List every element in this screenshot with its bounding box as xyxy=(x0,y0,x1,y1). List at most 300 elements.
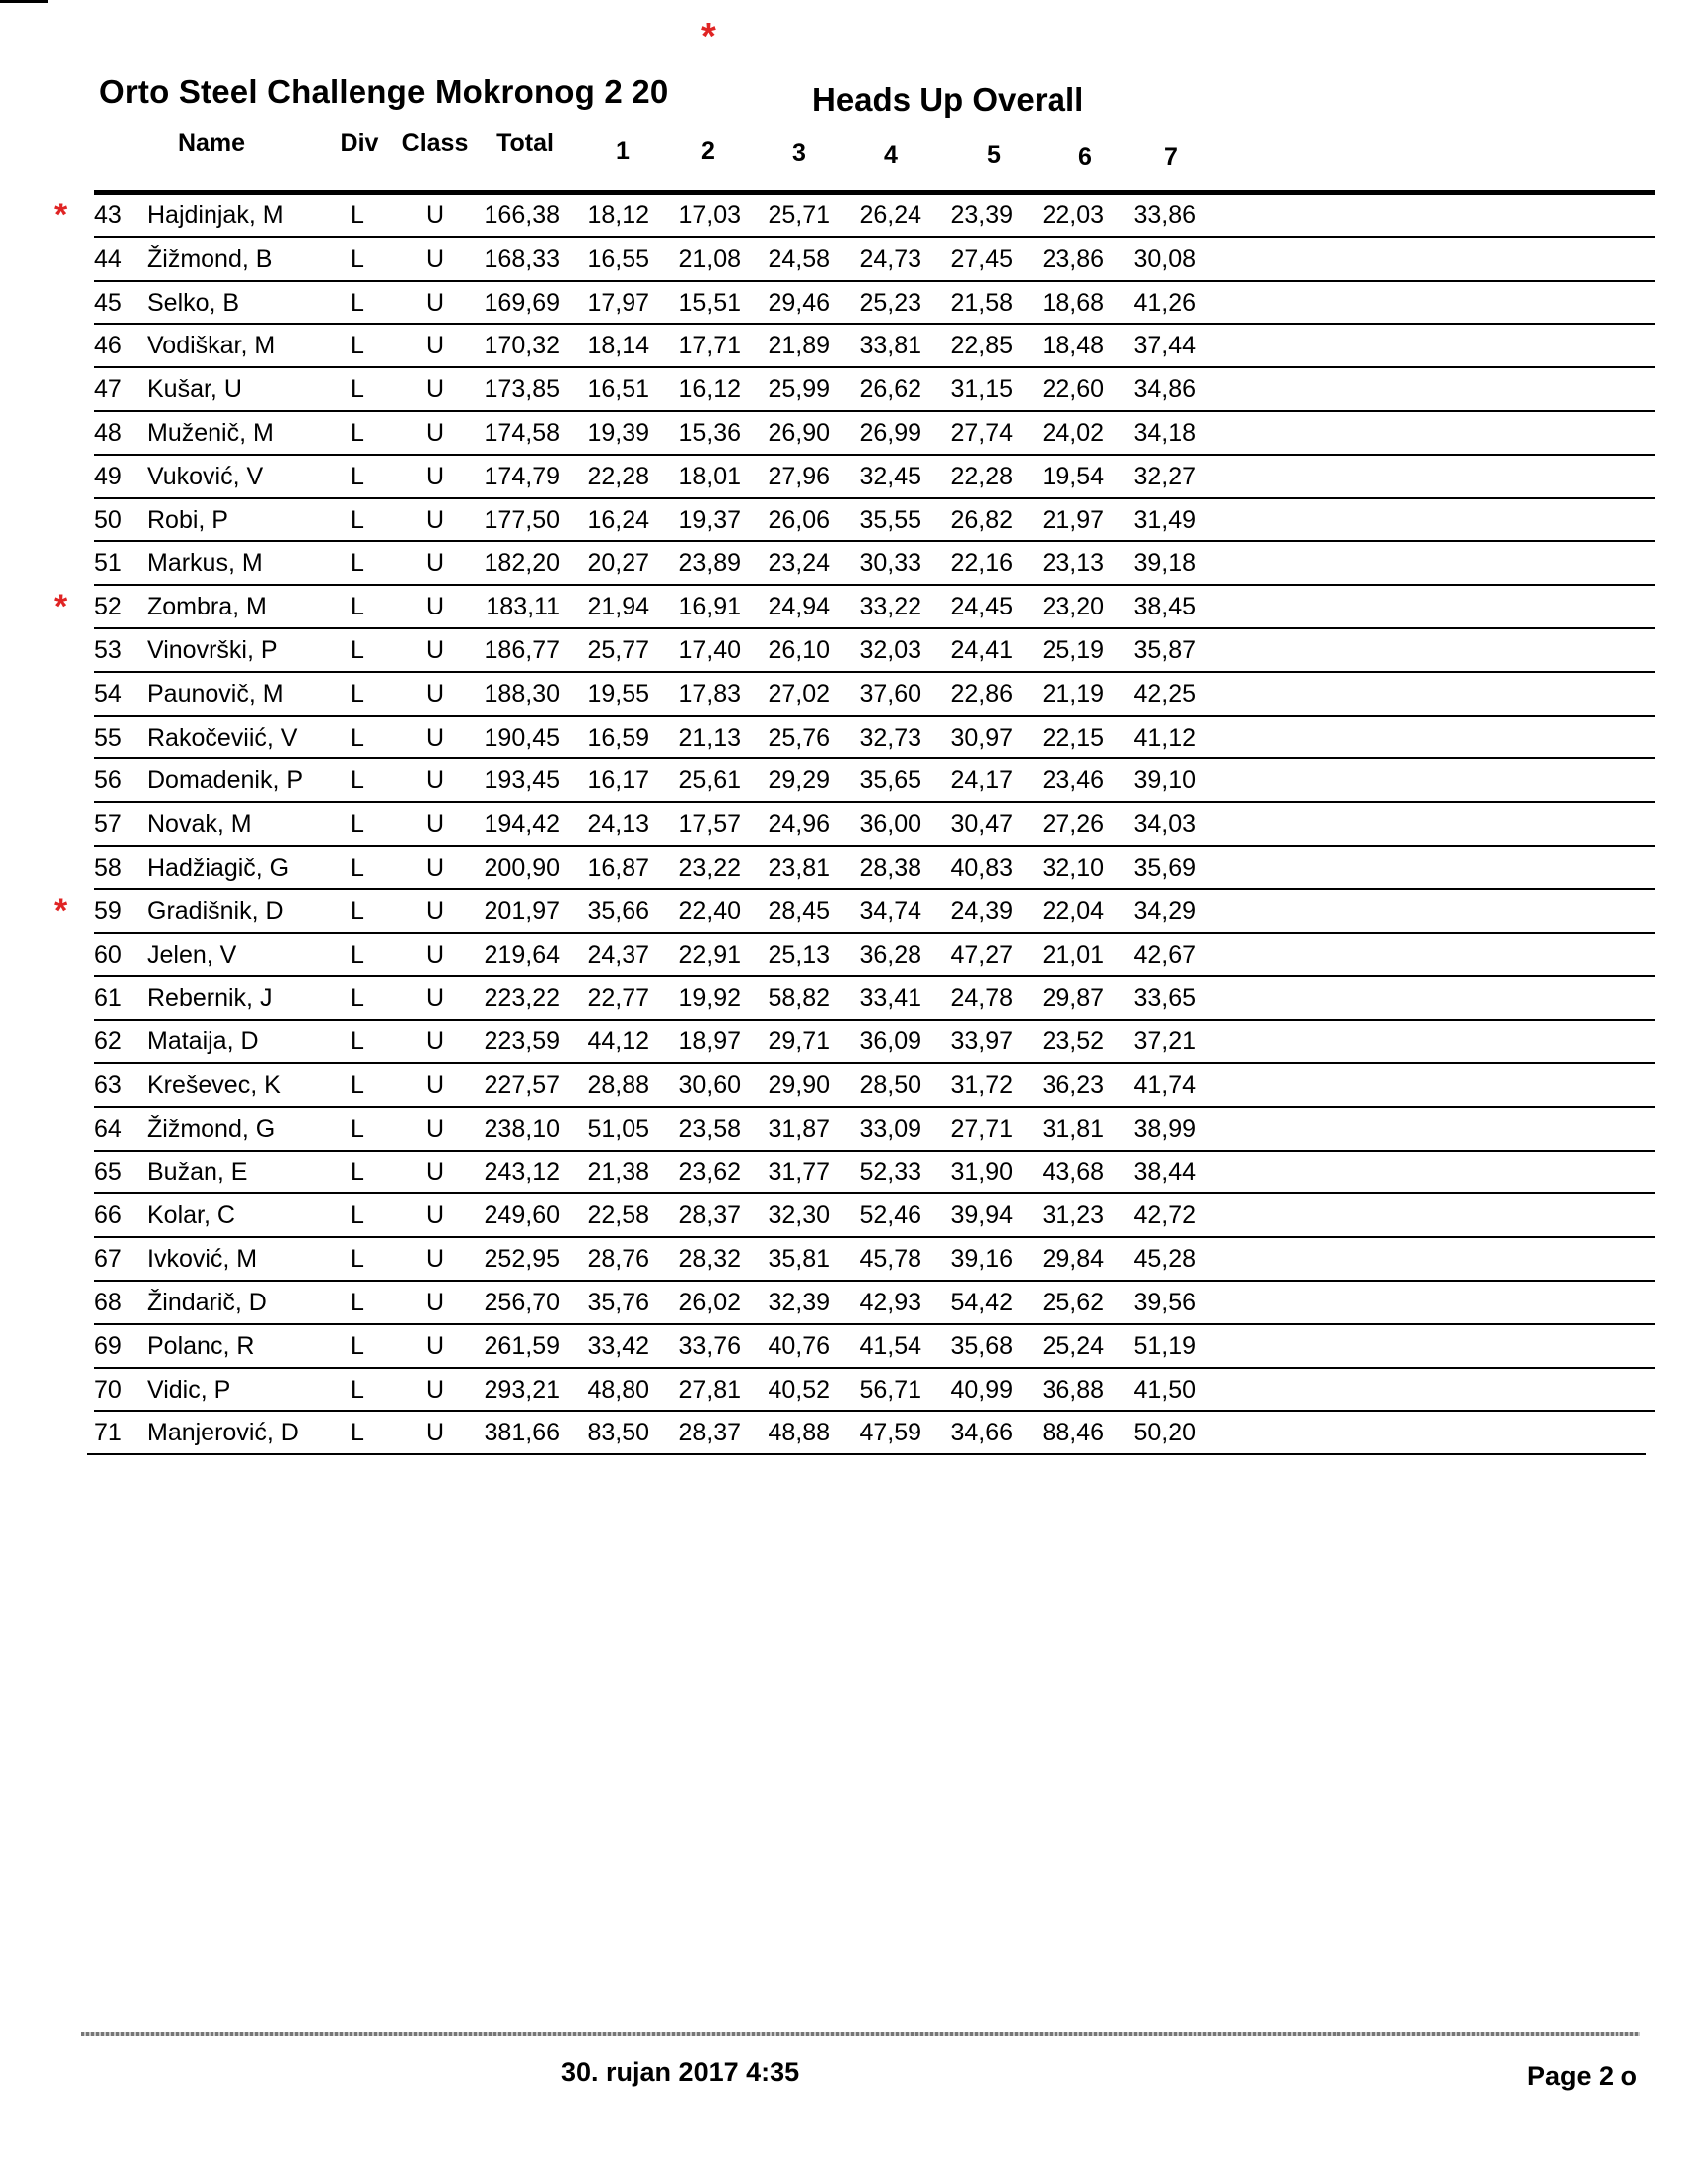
stage-2-time: 17,71 xyxy=(678,332,741,360)
stage-5-time: 47,27 xyxy=(950,940,1013,969)
stage-7-time: 37,21 xyxy=(1133,1027,1196,1056)
stage-6-time: 29,87 xyxy=(1042,984,1104,1013)
rank-number: 56 xyxy=(94,766,122,795)
stage-7-time: 38,44 xyxy=(1133,1158,1196,1186)
total-time: 227,57 xyxy=(484,1070,560,1099)
stage-7-time: 34,86 xyxy=(1133,375,1196,404)
stage-3-time: 40,52 xyxy=(768,1375,830,1404)
stage-3-time: 26,06 xyxy=(768,505,830,534)
stage-3-time: 32,30 xyxy=(768,1201,830,1230)
stage-2-time: 17,83 xyxy=(678,679,741,708)
table-row xyxy=(0,977,1688,1021)
stage-3-time: 26,90 xyxy=(768,418,830,447)
stage-4-time: 28,38 xyxy=(859,853,921,882)
asterisk-mark: * xyxy=(54,588,68,626)
competitor-name: Vodiškar, M xyxy=(147,332,276,360)
rank-number: 65 xyxy=(94,1158,122,1186)
stage-7-time: 50,20 xyxy=(1133,1419,1196,1447)
rank-number: 54 xyxy=(94,679,122,708)
stage-5-time: 30,47 xyxy=(950,810,1013,839)
stage-3-time: 48,88 xyxy=(768,1419,830,1447)
stage-7-time: 41,12 xyxy=(1133,723,1196,751)
rank-number: 55 xyxy=(94,723,122,751)
header-stage-3: 3 xyxy=(792,139,806,167)
stage-2-time: 16,91 xyxy=(678,593,741,621)
stage-1-time: 35,66 xyxy=(587,896,649,925)
stage-6-time: 24,02 xyxy=(1042,418,1104,447)
stage-3-time: 31,87 xyxy=(768,1114,830,1143)
stage-5-time: 24,45 xyxy=(950,593,1013,621)
table-row xyxy=(0,1238,1688,1282)
table-row xyxy=(0,1152,1688,1195)
stage-6-time: 36,88 xyxy=(1042,1375,1104,1404)
class: U xyxy=(425,984,445,1013)
division: L xyxy=(351,810,364,839)
stage-6-time: 31,23 xyxy=(1042,1201,1104,1230)
division: L xyxy=(351,505,364,534)
stage-5-time: 54,42 xyxy=(950,1288,1013,1316)
total-time: 223,22 xyxy=(484,984,560,1013)
stage-4-time: 42,93 xyxy=(859,1288,921,1316)
stage-2-time: 28,32 xyxy=(678,1245,741,1274)
competitor-name: Domadenik, P xyxy=(147,766,304,795)
table-row xyxy=(0,412,1688,456)
stage-1-time: 51,05 xyxy=(587,1114,649,1143)
stage-7-time: 35,69 xyxy=(1133,853,1196,882)
total-time: 183,11 xyxy=(486,593,560,621)
class: U xyxy=(425,896,445,925)
stage-3-time: 58,82 xyxy=(768,984,830,1013)
stage-7-time: 42,72 xyxy=(1133,1201,1196,1230)
stage-3-time: 23,81 xyxy=(768,853,830,882)
stage-4-time: 26,62 xyxy=(859,375,921,404)
stage-7-time: 31,49 xyxy=(1133,505,1196,534)
competitor-name: Rakočeviić, V xyxy=(147,723,298,751)
stage-6-time: 22,15 xyxy=(1042,723,1104,751)
stage-2-time: 23,89 xyxy=(678,549,741,578)
competitor-name: Hajdinjak, M xyxy=(147,202,284,229)
header-name: Name xyxy=(177,129,246,157)
rank-number: 43 xyxy=(94,202,122,229)
division: L xyxy=(351,593,364,621)
class: U xyxy=(425,679,445,708)
rank-number: 45 xyxy=(94,288,122,317)
stage-2-time: 33,76 xyxy=(678,1331,741,1360)
stage-5-time: 23,39 xyxy=(950,202,1013,229)
total-time: 219,64 xyxy=(484,940,560,969)
stage-5-time: 24,78 xyxy=(950,984,1013,1013)
total-time: 182,20 xyxy=(484,549,560,578)
table-row xyxy=(0,890,1688,934)
total-time: 293,21 xyxy=(484,1375,560,1404)
stage-6-time: 21,97 xyxy=(1042,505,1104,534)
table-row xyxy=(0,1108,1688,1152)
stage-5-time: 26,82 xyxy=(950,505,1013,534)
stage-2-time: 23,58 xyxy=(678,1114,741,1143)
stage-6-time: 18,68 xyxy=(1042,288,1104,317)
stage-7-time: 33,65 xyxy=(1133,984,1196,1013)
division: L xyxy=(351,418,364,447)
competitor-name: Žižmond, G xyxy=(147,1114,276,1143)
division: L xyxy=(351,1114,364,1143)
stage-6-time: 23,13 xyxy=(1042,549,1104,578)
document-title: Orto Steel Challenge Mokronog 2 20 xyxy=(99,73,669,110)
stage-5-time: 22,16 xyxy=(950,549,1013,578)
class: U xyxy=(425,202,445,229)
header-div: Div xyxy=(340,129,379,157)
stage-3-time: 35,81 xyxy=(768,1245,830,1274)
competitor-name: Zombra, M xyxy=(147,593,267,621)
stage-1-time: 18,12 xyxy=(587,202,649,229)
stage-1-time: 25,77 xyxy=(587,635,649,664)
competitor-name: Vidic, P xyxy=(147,1375,231,1404)
total-time: 194,42 xyxy=(484,810,560,839)
stage-4-time: 33,81 xyxy=(859,332,921,360)
stage-4-time: 33,22 xyxy=(859,593,921,621)
header-stage-5: 5 xyxy=(987,141,1001,169)
class: U xyxy=(425,1114,445,1143)
stage-4-time: 26,99 xyxy=(859,418,921,447)
stage-1-time: 16,51 xyxy=(587,375,649,404)
competitor-name: Ivković, M xyxy=(147,1245,258,1274)
stage-4-time: 26,24 xyxy=(859,202,921,229)
stage-6-time: 22,03 xyxy=(1042,202,1104,229)
division: L xyxy=(351,1288,364,1316)
total-time: 249,60 xyxy=(484,1201,560,1230)
asterisk-mark-top: * xyxy=(701,16,716,58)
stage-6-time: 25,24 xyxy=(1042,1331,1104,1360)
table-row xyxy=(0,368,1688,412)
stage-4-time: 30,33 xyxy=(859,549,921,578)
competitor-name: Žižmond, B xyxy=(147,244,273,273)
stage-7-time: 38,99 xyxy=(1133,1114,1196,1143)
table-row xyxy=(0,542,1688,586)
competitor-name: Kolar, C xyxy=(147,1201,235,1230)
stage-2-time: 16,12 xyxy=(678,375,741,404)
stage-2-time: 19,37 xyxy=(678,505,741,534)
stage-6-time: 88,46 xyxy=(1042,1419,1104,1447)
stage-5-time: 24,41 xyxy=(950,635,1013,664)
stage-2-time: 15,36 xyxy=(678,418,741,447)
stage-2-time: 17,40 xyxy=(678,635,741,664)
class: U xyxy=(425,810,445,839)
stage-3-time: 40,76 xyxy=(768,1331,830,1360)
stage-7-time: 32,27 xyxy=(1133,462,1196,490)
stage-1-time: 22,58 xyxy=(587,1201,649,1230)
stage-3-time: 25,99 xyxy=(768,375,830,404)
stage-5-time: 33,97 xyxy=(950,1027,1013,1056)
stage-4-time: 41,54 xyxy=(859,1331,921,1360)
stage-6-time: 23,86 xyxy=(1042,244,1104,273)
table-row xyxy=(0,499,1688,543)
stage-3-time: 28,45 xyxy=(768,896,830,925)
total-time: 201,97 xyxy=(484,896,560,925)
stage-3-time: 29,71 xyxy=(768,1027,830,1056)
stage-3-time: 23,24 xyxy=(768,549,830,578)
competitor-name: Kušar, U xyxy=(147,375,242,404)
stage-1-time: 17,97 xyxy=(587,288,649,317)
total-time: 174,58 xyxy=(484,418,560,447)
stage-3-time: 24,96 xyxy=(768,810,830,839)
rank-number: 44 xyxy=(94,244,122,273)
stage-6-time: 21,01 xyxy=(1042,940,1104,969)
stage-2-time: 18,01 xyxy=(678,462,741,490)
class: U xyxy=(425,940,445,969)
rank-number: 52 xyxy=(94,593,122,621)
stage-6-time: 43,68 xyxy=(1042,1158,1104,1186)
stage-1-time: 21,94 xyxy=(587,593,649,621)
stage-7-time: 42,25 xyxy=(1133,679,1196,708)
rank-number: 49 xyxy=(94,462,122,490)
class: U xyxy=(425,766,445,795)
competitor-name: Markus, M xyxy=(147,549,263,578)
stage-4-time: 47,59 xyxy=(859,1419,921,1447)
total-time: 169,69 xyxy=(484,288,560,317)
stage-3-time: 29,29 xyxy=(768,766,830,795)
stage-5-time: 27,71 xyxy=(950,1114,1013,1143)
total-time: 256,70 xyxy=(484,1288,560,1316)
table-row xyxy=(0,847,1688,890)
stage-6-time: 32,10 xyxy=(1042,853,1104,882)
stage-4-time: 36,28 xyxy=(859,940,921,969)
competitor-name: Vinovrški, P xyxy=(147,635,278,664)
stage-4-time: 32,73 xyxy=(859,723,921,751)
rank-number: 62 xyxy=(94,1027,122,1056)
asterisk-mark: * xyxy=(54,891,68,930)
scan-corner-mark xyxy=(0,0,48,3)
stage-7-time: 34,29 xyxy=(1133,896,1196,925)
table-row xyxy=(0,629,1688,673)
division: L xyxy=(351,635,364,664)
stage-1-time: 20,27 xyxy=(587,549,649,578)
class: U xyxy=(425,288,445,317)
stage-3-time: 29,90 xyxy=(768,1070,830,1099)
division: L xyxy=(351,766,364,795)
stage-7-time: 41,26 xyxy=(1133,288,1196,317)
stage-4-time: 45,78 xyxy=(859,1245,921,1274)
class: U xyxy=(425,505,445,534)
stage-2-time: 22,40 xyxy=(678,896,741,925)
header-stage-1: 1 xyxy=(616,137,630,165)
stage-6-time: 23,20 xyxy=(1042,593,1104,621)
stage-1-time: 28,88 xyxy=(587,1070,649,1099)
stage-1-time: 83,50 xyxy=(587,1419,649,1447)
stage-4-time: 52,46 xyxy=(859,1201,921,1230)
stage-5-time: 34,66 xyxy=(950,1419,1013,1447)
division: L xyxy=(351,896,364,925)
stage-7-time: 35,87 xyxy=(1133,635,1196,664)
page-number: Page 2 o xyxy=(1527,2061,1638,2091)
total-time: 188,30 xyxy=(484,679,560,708)
total-time: 174,79 xyxy=(484,462,560,490)
stage-7-time: 38,45 xyxy=(1133,593,1196,621)
stage-4-time: 32,03 xyxy=(859,635,921,664)
stage-4-time: 52,33 xyxy=(859,1158,921,1186)
rank-number: 48 xyxy=(94,418,122,447)
stage-4-time: 35,55 xyxy=(859,505,921,534)
stage-7-time: 51,19 xyxy=(1133,1331,1196,1360)
stage-1-time: 16,55 xyxy=(587,244,649,273)
stage-7-time: 39,10 xyxy=(1133,766,1196,795)
stage-4-time: 34,74 xyxy=(859,896,921,925)
stage-4-time: 28,50 xyxy=(859,1070,921,1099)
division: L xyxy=(351,679,364,708)
total-time: 381,66 xyxy=(484,1419,560,1447)
stage-3-time: 29,46 xyxy=(768,288,830,317)
stage-5-time: 24,17 xyxy=(950,766,1013,795)
competitor-name: Manjerović, D xyxy=(147,1419,299,1447)
stage-3-time: 31,77 xyxy=(768,1158,830,1186)
division: L xyxy=(351,202,364,229)
stage-5-time: 39,16 xyxy=(950,1245,1013,1274)
stage-3-time: 24,94 xyxy=(768,593,830,621)
rank-number: 69 xyxy=(94,1331,122,1360)
stage-5-time: 27,74 xyxy=(950,418,1013,447)
division: L xyxy=(351,1419,364,1447)
stage-1-time: 16,59 xyxy=(587,723,649,751)
stage-6-time: 18,48 xyxy=(1042,332,1104,360)
class: U xyxy=(425,1419,445,1447)
division: L xyxy=(351,1245,364,1274)
stage-3-time: 21,89 xyxy=(768,332,830,360)
stage-4-time: 32,45 xyxy=(859,462,921,490)
stage-1-time: 22,77 xyxy=(587,984,649,1013)
stage-2-time: 15,51 xyxy=(678,288,741,317)
competitor-name: Paunovič, M xyxy=(147,679,284,708)
stage-2-time: 17,57 xyxy=(678,810,741,839)
stage-1-time: 33,42 xyxy=(587,1331,649,1360)
class: U xyxy=(425,332,445,360)
stage-1-time: 24,37 xyxy=(587,940,649,969)
table-row xyxy=(0,325,1688,368)
stage-1-time: 24,13 xyxy=(587,810,649,839)
stage-2-time: 28,37 xyxy=(678,1419,741,1447)
division: L xyxy=(351,723,364,751)
stage-4-time: 33,09 xyxy=(859,1114,921,1143)
stage-5-time: 40,99 xyxy=(950,1375,1013,1404)
table-row xyxy=(0,195,1688,238)
division: L xyxy=(351,244,364,273)
stage-5-time: 24,39 xyxy=(950,896,1013,925)
class: U xyxy=(425,1201,445,1230)
stage-1-time: 21,38 xyxy=(587,1158,649,1186)
stage-5-time: 22,28 xyxy=(950,462,1013,490)
header-stage-6: 6 xyxy=(1078,143,1092,171)
total-time: 238,10 xyxy=(484,1114,560,1143)
competitor-name: Polanc, R xyxy=(147,1331,255,1360)
stage-5-time: 22,85 xyxy=(950,332,1013,360)
stage-4-time: 37,60 xyxy=(859,679,921,708)
stage-3-time: 25,71 xyxy=(768,202,830,229)
table-row xyxy=(0,1021,1688,1064)
total-time: 170,32 xyxy=(484,332,560,360)
table-row xyxy=(0,1282,1688,1325)
competitor-name: Muženič, M xyxy=(147,418,274,447)
stage-5-time: 31,72 xyxy=(950,1070,1013,1099)
stage-5-time: 22,86 xyxy=(950,679,1013,708)
table-header xyxy=(0,129,1688,169)
stage-7-time: 41,74 xyxy=(1133,1070,1196,1099)
competitor-name: Robi, P xyxy=(147,505,228,534)
division: L xyxy=(351,1375,364,1404)
class: U xyxy=(425,418,445,447)
table-row xyxy=(0,934,1688,978)
stage-2-time: 27,81 xyxy=(678,1375,741,1404)
stage-5-time: 31,90 xyxy=(950,1158,1013,1186)
class: U xyxy=(425,1375,445,1404)
competitor-name: Gradišnik, D xyxy=(147,896,284,925)
table-row xyxy=(0,1412,1688,1455)
division: L xyxy=(351,1331,364,1360)
competitor-name: Novak, M xyxy=(147,810,252,839)
stage-1-time: 35,76 xyxy=(587,1288,649,1316)
stage-7-time: 39,18 xyxy=(1133,549,1196,578)
stage-1-time: 16,24 xyxy=(587,505,649,534)
table-row xyxy=(0,1325,1688,1369)
table-row xyxy=(0,717,1688,760)
header-stage-2: 2 xyxy=(701,137,715,165)
competitor-name: Žindarič, D xyxy=(147,1288,267,1316)
table-row xyxy=(0,673,1688,717)
rank-number: 58 xyxy=(94,853,122,882)
division: L xyxy=(351,1027,364,1056)
rank-number: 66 xyxy=(94,1201,122,1230)
division: L xyxy=(351,462,364,490)
class: U xyxy=(425,1070,445,1099)
stage-6-time: 25,62 xyxy=(1042,1288,1104,1316)
stage-1-time: 19,55 xyxy=(587,679,649,708)
table-row xyxy=(0,803,1688,847)
stage-6-time: 27,26 xyxy=(1042,810,1104,839)
table-row xyxy=(0,759,1688,803)
rank-number: 60 xyxy=(94,940,122,969)
rank-number: 51 xyxy=(94,549,122,578)
stage-6-time: 22,04 xyxy=(1042,896,1104,925)
class: U xyxy=(425,1331,445,1360)
competitor-name: Jelen, V xyxy=(147,940,237,969)
stage-7-time: 45,28 xyxy=(1133,1245,1196,1274)
stage-2-time: 21,13 xyxy=(678,723,741,751)
class: U xyxy=(425,1245,445,1274)
stage-2-time: 26,02 xyxy=(678,1288,741,1316)
division: L xyxy=(351,375,364,404)
stage-5-time: 40,83 xyxy=(950,853,1013,882)
rank-number: 67 xyxy=(94,1245,122,1274)
class: U xyxy=(425,462,445,490)
stage-4-time: 33,41 xyxy=(859,984,921,1013)
class: U xyxy=(425,1158,445,1186)
stage-5-time: 27,45 xyxy=(950,244,1013,273)
division: L xyxy=(351,984,364,1013)
stage-7-time: 33,86 xyxy=(1133,202,1196,229)
stage-7-time: 37,44 xyxy=(1133,332,1196,360)
division: L xyxy=(351,332,364,360)
stage-2-time: 30,60 xyxy=(678,1070,741,1099)
class: U xyxy=(425,1288,445,1316)
class: U xyxy=(425,375,445,404)
stage-1-time: 19,39 xyxy=(587,418,649,447)
competitor-name: Kreševec, K xyxy=(147,1070,281,1099)
rank-number: 68 xyxy=(94,1288,122,1316)
division: L xyxy=(351,1201,364,1230)
competitor-name: Hadžiagič, G xyxy=(147,853,290,882)
total-time: 243,12 xyxy=(484,1158,560,1186)
stage-2-time: 23,62 xyxy=(678,1158,741,1186)
header-stage-7: 7 xyxy=(1164,143,1178,171)
total-time: 261,59 xyxy=(484,1331,560,1360)
stage-7-time: 42,67 xyxy=(1133,940,1196,969)
stage-3-time: 26,10 xyxy=(768,635,830,664)
